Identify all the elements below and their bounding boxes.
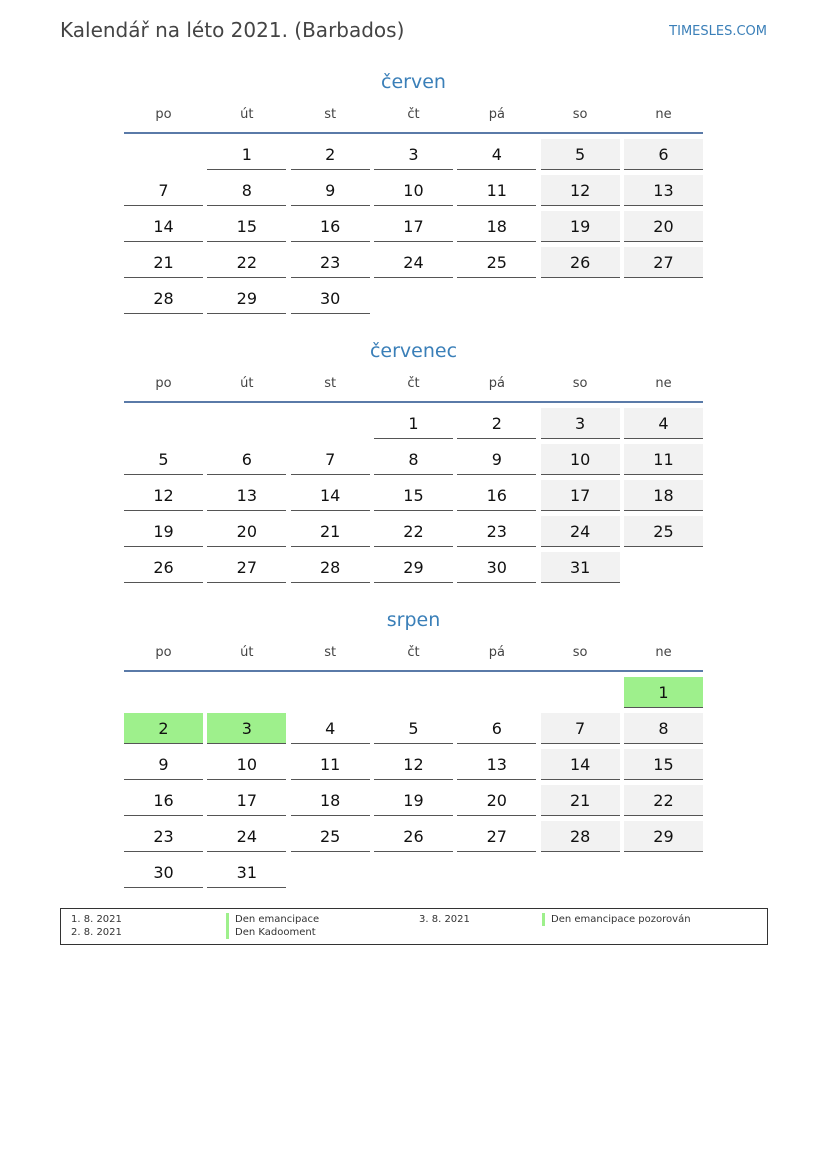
day-cell: 10 — [207, 749, 286, 780]
weekday-label: čt — [407, 644, 420, 660]
month-title: červenec — [369, 340, 458, 362]
empty-cell — [124, 139, 203, 170]
day-cell: 29 — [207, 283, 286, 314]
day-cell: 30 — [291, 283, 370, 314]
day-cell: 2 — [291, 139, 370, 170]
day-cell: 22 — [374, 516, 453, 547]
day-cell: 20 — [207, 516, 286, 547]
weekday-label: pá — [488, 375, 505, 391]
legend-date: 3. 8. 2021 — [419, 914, 470, 925]
day-cell: 20 — [457, 785, 536, 816]
legend-name: Den emancipace pozorován — [542, 913, 691, 926]
holiday-day-cell: 3 — [207, 713, 286, 744]
day-cell: 21 — [124, 247, 203, 278]
day-cell: 6 — [457, 713, 536, 744]
day-cell: 17 — [207, 785, 286, 816]
day-cell: 5 — [374, 713, 453, 744]
day-cell: 15 — [207, 211, 286, 242]
day-cell: 27 — [207, 552, 286, 583]
holiday-legend — [60, 908, 768, 945]
day-cell: 9 — [291, 175, 370, 206]
weekday-header — [124, 365, 703, 401]
day-cell: 30 — [457, 552, 536, 583]
day-cell: 16 — [457, 480, 536, 511]
day-cell: 28 — [124, 283, 203, 314]
weekday-label: po — [155, 106, 172, 122]
day-cell: 26 — [124, 552, 203, 583]
day-cell: 31 — [207, 857, 286, 888]
day-cell: 22 — [207, 247, 286, 278]
weekday-label: so — [572, 106, 588, 122]
day-cell: 5 — [124, 444, 203, 475]
weekday-label: út — [240, 106, 254, 122]
day-cell: 12 — [541, 175, 620, 206]
day-cell: 29 — [624, 821, 703, 852]
legend-date: 2. 8. 2021 — [71, 927, 122, 938]
empty-cell — [457, 677, 536, 708]
day-cell: 23 — [124, 821, 203, 852]
empty-cell — [124, 677, 203, 708]
day-cell: 12 — [374, 749, 453, 780]
day-cell: 15 — [624, 749, 703, 780]
weekday-label: út — [240, 644, 254, 660]
weekday-label: čt — [407, 106, 420, 122]
legend-name: Den Kadooment — [226, 926, 316, 939]
legend-name: Den emancipace — [226, 913, 319, 926]
day-cell: 17 — [541, 480, 620, 511]
day-cell: 20 — [624, 211, 703, 242]
day-cell: 13 — [457, 749, 536, 780]
weekday-label: pá — [488, 644, 505, 660]
day-cell: 25 — [457, 247, 536, 278]
holiday-day-cell: 2 — [124, 713, 203, 744]
day-cell: 4 — [457, 139, 536, 170]
day-cell: 24 — [374, 247, 453, 278]
day-cell: 21 — [541, 785, 620, 816]
month-title: srpen — [386, 609, 441, 631]
day-cell: 27 — [624, 247, 703, 278]
day-cell: 11 — [624, 444, 703, 475]
day-cell: 11 — [457, 175, 536, 206]
day-cell: 19 — [541, 211, 620, 242]
day-cell: 1 — [207, 139, 286, 170]
weekday-header — [124, 634, 703, 670]
day-cell: 26 — [374, 821, 453, 852]
day-cell: 8 — [207, 175, 286, 206]
day-grid — [124, 139, 703, 314]
day-cell: 9 — [457, 444, 536, 475]
empty-cell — [207, 408, 286, 439]
day-cell: 14 — [124, 211, 203, 242]
day-cell: 18 — [457, 211, 536, 242]
weekday-label: st — [324, 106, 337, 122]
day-cell: 25 — [624, 516, 703, 547]
day-cell: 27 — [457, 821, 536, 852]
weekday-label: so — [572, 375, 588, 391]
day-cell: 19 — [124, 516, 203, 547]
weekday-header — [124, 96, 703, 132]
day-cell: 12 — [124, 480, 203, 511]
holiday-day-cell: 1 — [624, 677, 703, 708]
month-title: červen — [381, 71, 446, 93]
weekday-label: st — [324, 375, 337, 391]
day-cell: 1 — [374, 408, 453, 439]
day-cell: 6 — [624, 139, 703, 170]
weekday-label: ne — [655, 375, 672, 391]
day-cell: 9 — [124, 749, 203, 780]
page-title: Kalendář na léto 2021. (Barbados) — [60, 18, 405, 42]
day-cell: 16 — [291, 211, 370, 242]
day-cell: 4 — [291, 713, 370, 744]
month-june — [124, 68, 703, 314]
day-grid — [124, 677, 703, 888]
weekday-label: po — [155, 375, 172, 391]
day-cell: 2 — [457, 408, 536, 439]
day-cell: 7 — [124, 175, 203, 206]
day-cell: 24 — [541, 516, 620, 547]
day-cell: 28 — [291, 552, 370, 583]
day-cell: 19 — [374, 785, 453, 816]
empty-cell — [374, 677, 453, 708]
day-cell: 31 — [541, 552, 620, 583]
day-cell: 4 — [624, 408, 703, 439]
empty-cell — [124, 408, 203, 439]
day-cell: 13 — [207, 480, 286, 511]
day-cell: 14 — [291, 480, 370, 511]
weekday-label: čt — [407, 375, 420, 391]
weekday-label: ne — [655, 106, 672, 122]
empty-cell — [541, 677, 620, 708]
day-cell: 16 — [124, 785, 203, 816]
day-cell: 28 — [541, 821, 620, 852]
day-cell: 29 — [374, 552, 453, 583]
weekday-rule — [124, 670, 703, 672]
day-cell: 7 — [541, 713, 620, 744]
day-cell: 30 — [124, 857, 203, 888]
weekday-label: so — [572, 644, 588, 660]
site-link[interactable]: TIMESLES.COM — [669, 24, 767, 39]
day-cell: 21 — [291, 516, 370, 547]
day-cell: 6 — [207, 444, 286, 475]
day-cell: 17 — [374, 211, 453, 242]
day-cell: 7 — [291, 444, 370, 475]
day-cell: 3 — [541, 408, 620, 439]
empty-cell — [291, 677, 370, 708]
day-cell: 8 — [624, 713, 703, 744]
month-july — [124, 337, 703, 583]
day-cell: 23 — [457, 516, 536, 547]
weekday-rule — [124, 132, 703, 134]
day-cell: 25 — [291, 821, 370, 852]
day-cell: 10 — [541, 444, 620, 475]
day-cell: 14 — [541, 749, 620, 780]
day-cell: 5 — [541, 139, 620, 170]
day-cell: 18 — [291, 785, 370, 816]
day-cell: 15 — [374, 480, 453, 511]
day-cell: 3 — [374, 139, 453, 170]
day-cell: 11 — [291, 749, 370, 780]
weekday-label: út — [240, 375, 254, 391]
day-cell: 10 — [374, 175, 453, 206]
day-grid — [124, 408, 703, 583]
month-august — [124, 606, 703, 888]
day-cell: 24 — [207, 821, 286, 852]
weekday-label: ne — [655, 644, 672, 660]
day-cell: 18 — [624, 480, 703, 511]
empty-cell — [291, 408, 370, 439]
legend-date: 1. 8. 2021 — [71, 914, 122, 925]
weekday-rule — [124, 401, 703, 403]
day-cell: 26 — [541, 247, 620, 278]
day-cell: 23 — [291, 247, 370, 278]
empty-cell — [207, 677, 286, 708]
day-cell: 22 — [624, 785, 703, 816]
weekday-label: st — [324, 644, 337, 660]
weekday-label: pá — [488, 106, 505, 122]
day-cell: 8 — [374, 444, 453, 475]
day-cell: 13 — [624, 175, 703, 206]
weekday-label: po — [155, 644, 172, 660]
